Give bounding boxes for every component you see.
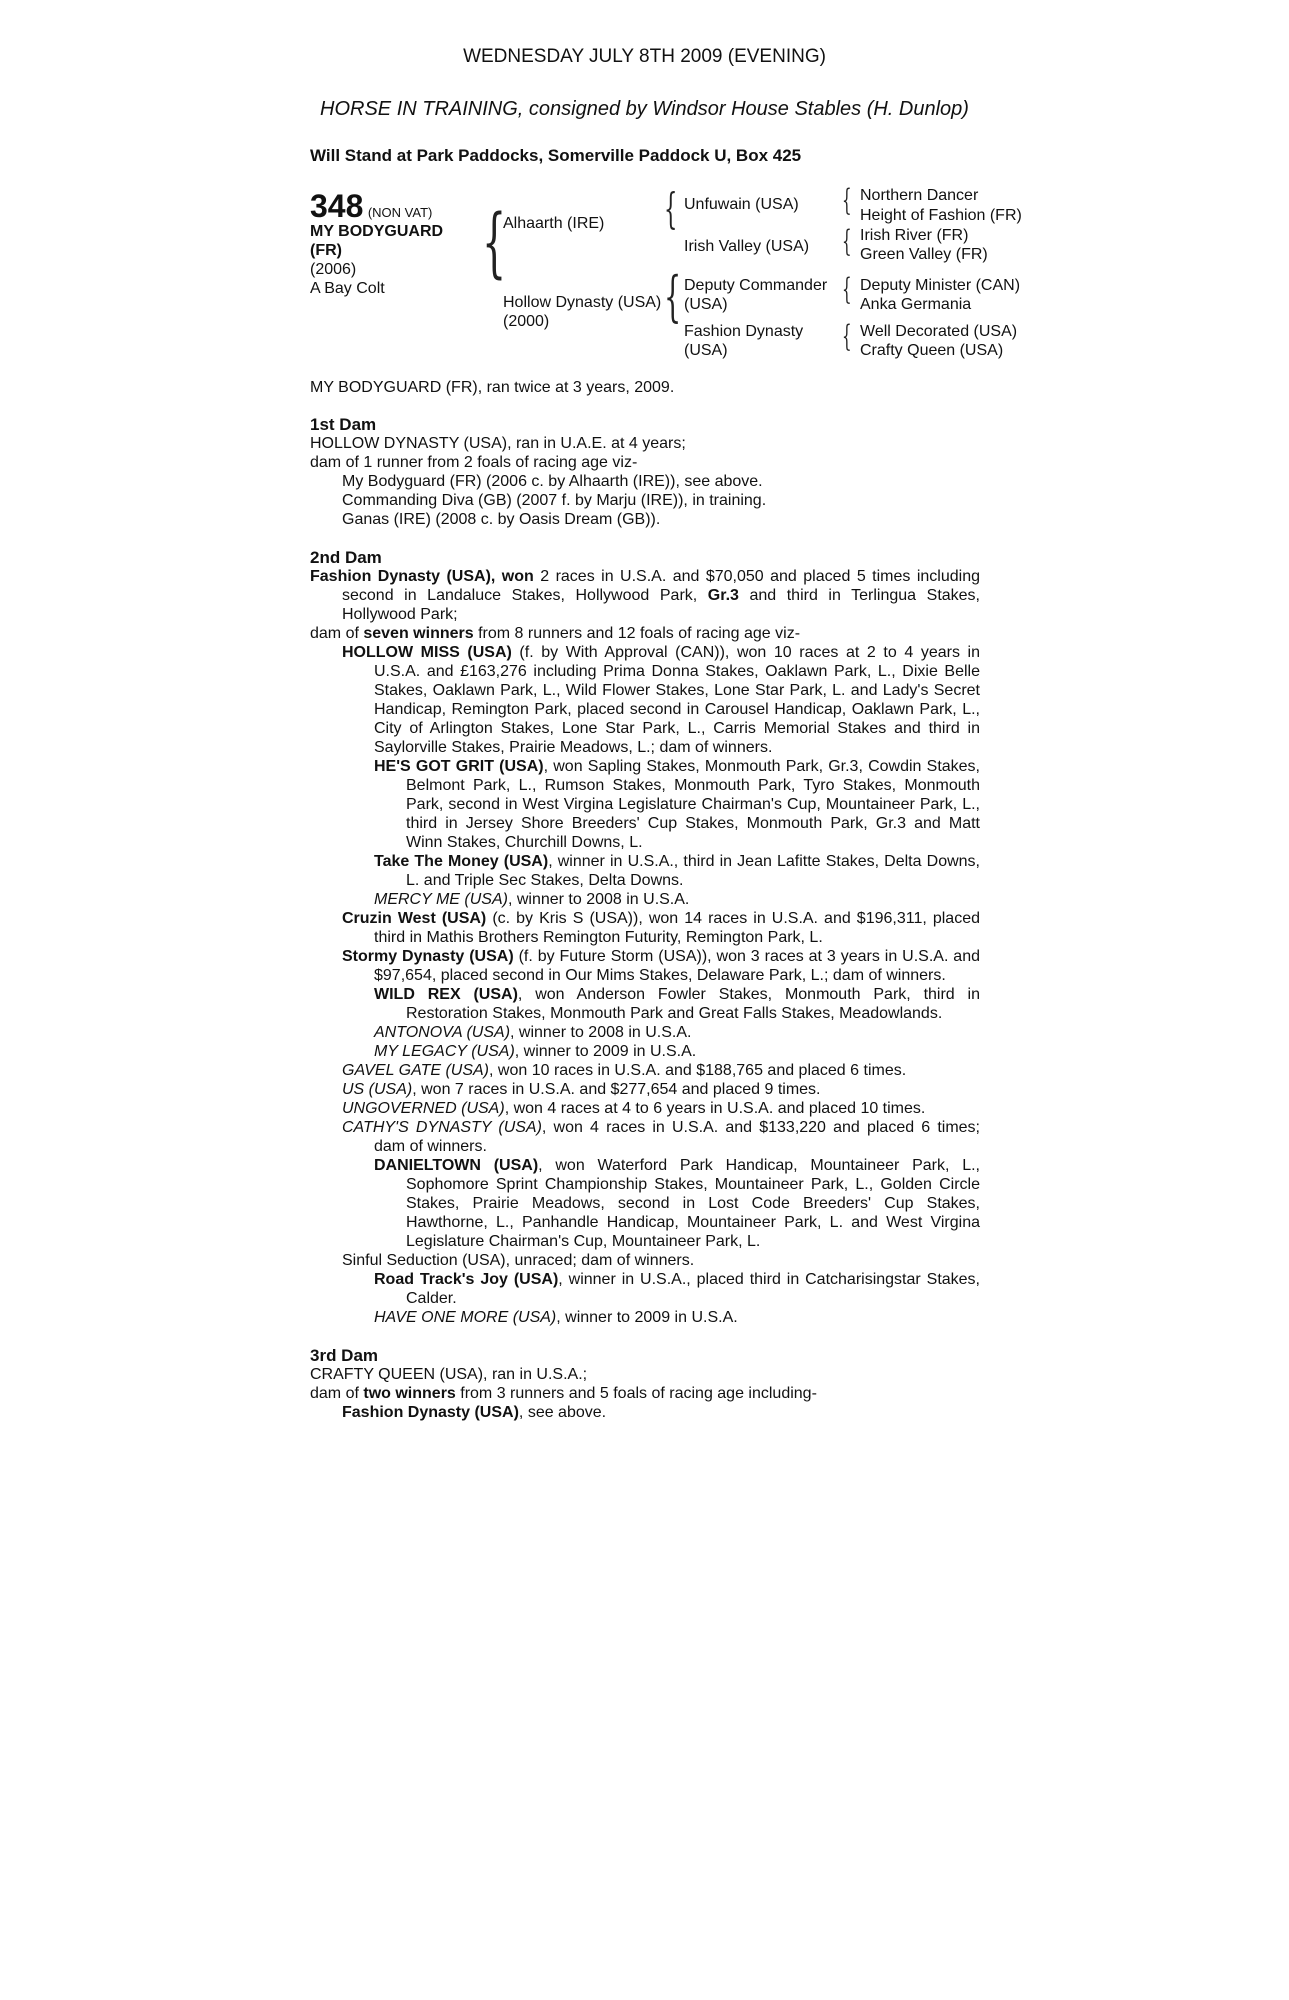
progeny-name: HE'S GOT GRIT (USA) bbox=[374, 758, 544, 775]
progeny-name: Stormy Dynasty (USA) bbox=[342, 948, 514, 965]
second-dam-intro bbox=[310, 567, 980, 624]
progeny-text: , won 7 races in U.S.A. and $277,654 and placed 9 times. bbox=[412, 1081, 821, 1098]
progeny-text: , winner to 2009 in U.S.A. bbox=[514, 1043, 697, 1060]
progeny-entry bbox=[310, 890, 980, 909]
horse-name: MY BODYGUARD bbox=[310, 223, 444, 240]
progeny-name: Cruzin West (USA) bbox=[342, 910, 487, 927]
intro-end: and third in Terlingua Stakes, Hollywood Park; bbox=[342, 587, 981, 623]
progeny-text: , won 4 races at 4 to 6 years in U.S.A. and placed 10 times. bbox=[504, 1100, 926, 1117]
progeny-text: , winner in U.S.A., third in Jean Lafitte Stakes, Delta Downs, L. and Triple Sec Stakes, Delta Downs. bbox=[406, 853, 980, 889]
progeny-entry bbox=[310, 1042, 980, 1061]
brace-g2: { bbox=[842, 224, 852, 259]
pedigree-sire-dam: Irish Valley (USA) bbox=[684, 238, 810, 255]
dam-of-rest: from 3 runners and 5 foals of racing age including- bbox=[455, 1385, 817, 1402]
intro-text: 2 races in U.S.A. and $70,050 and placed 5 times including second in Landaluce Stakes, Hollywood Park, bbox=[342, 568, 981, 604]
pedigree-sdd: Green Valley (FR) bbox=[860, 246, 988, 263]
progeny-entry bbox=[310, 1308, 980, 1327]
third-dam-heading: 3rd Dam bbox=[310, 1346, 379, 1365]
first-dam-line: dam of 1 runner from 2 foals of racing age viz- bbox=[310, 454, 638, 471]
progeny-text: , won Sapling Stakes, Monmouth Park, Gr.3, Cowdin Stakes, Belmont Park, L., Rumson Stakes, Monmouth Park, Tyro Stakes, Monmouth Park, second in West Virgina Legislature Chairman's Cup, Mountaineer Park, L., third in Jersey Shore Breeders' Cup Stakes, Monmouth Park, Gr.3 and Matt Winn Stakes, Churchill Downs, L. bbox=[406, 758, 981, 851]
progeny-name: HOLLOW MISS (USA) bbox=[342, 644, 512, 661]
brace-g4: { bbox=[842, 319, 852, 354]
pedigree-ddd: Crafty Queen (USA) bbox=[860, 342, 1004, 359]
foaling-year: (2006) bbox=[310, 261, 357, 278]
brace-g1: { bbox=[842, 183, 852, 218]
progeny-name: Fashion Dynasty (USA) bbox=[342, 1404, 519, 1421]
pedigree-dam-sire-2: (USA) bbox=[684, 296, 728, 313]
progeny-text: , won 4 races in U.S.A. and $133,220 and placed 6 times; dam of winners. bbox=[374, 1119, 980, 1155]
pedigree-ssd: Height of Fashion (FR) bbox=[860, 207, 1022, 224]
first-dam-line: HOLLOW DYNASTY (USA), ran in U.A.E. at 4 years; bbox=[310, 435, 686, 452]
pedigree-sss: Northern Dancer bbox=[860, 187, 979, 204]
third-dam-line: CRAFTY QUEEN (USA), ran in U.S.A.; bbox=[310, 1366, 588, 1383]
progeny-name: UNGOVERNED (USA) bbox=[342, 1100, 505, 1117]
pedigree-sds: Irish River (FR) bbox=[860, 227, 969, 244]
progeny-entry bbox=[310, 985, 980, 1023]
won-text: , won bbox=[490, 568, 534, 585]
pedigree-brace-main: { bbox=[482, 197, 507, 286]
progeny-entry bbox=[310, 852, 980, 890]
winners-count: two winners bbox=[363, 1385, 456, 1402]
progeny-name: DANIELTOWN (USA) bbox=[374, 1157, 539, 1174]
progeny-name: MERCY ME (USA) bbox=[374, 891, 508, 908]
progeny-name: Take The Money (USA) bbox=[374, 853, 549, 870]
progeny-entry bbox=[310, 1403, 980, 1422]
progeny-text: , see above. bbox=[518, 1404, 607, 1421]
dam-name: Fashion Dynasty (USA) bbox=[310, 568, 491, 585]
progeny-name: HAVE ONE MORE (USA) bbox=[374, 1309, 557, 1326]
pedigree-dam-dam-2: (USA) bbox=[684, 342, 728, 359]
progeny-entry bbox=[310, 1023, 980, 1042]
progeny-text: , winner to 2008 in U.S.A. bbox=[507, 891, 690, 908]
progeny-name: WILD REX (USA) bbox=[374, 986, 518, 1003]
pedigree-dam-name: Hollow Dynasty (USA) bbox=[503, 294, 662, 311]
progeny-text: , won 10 races in U.S.A. and $188,765 and placed 6 times. bbox=[489, 1062, 907, 1079]
pedigree-dam-sire-1: Deputy Commander bbox=[684, 277, 828, 294]
progeny-entry bbox=[310, 757, 980, 852]
pedigree-dam-year: (2000) bbox=[503, 313, 550, 330]
progeny-name: ANTONOVA (USA) bbox=[374, 1024, 511, 1041]
dam-of-text: dam of bbox=[310, 1385, 364, 1402]
progeny-entry bbox=[310, 1080, 980, 1099]
progeny-text: , winner to 2008 in U.S.A. bbox=[510, 1024, 692, 1041]
second-dam-of bbox=[310, 624, 980, 643]
progeny-name: GAVEL GATE (USA) bbox=[342, 1062, 490, 1079]
dam-of-text: dam of bbox=[310, 625, 364, 642]
pedigree-dss: Deputy Minister (CAN) bbox=[860, 277, 1021, 294]
first-dam-heading: 1st Dam bbox=[310, 415, 377, 434]
progeny-entry bbox=[310, 1061, 980, 1080]
progeny-name: Road Track's Joy (USA) bbox=[374, 1271, 559, 1288]
progeny-text: , won Waterford Park Handicap, Mountaineer Park, L., Sophomore Sprint Championship Stakes, Mountaineer Park, L., Golden Circle Stakes, Prairie Meadows, second in Lost Code Breeders' Cup Stakes, Hawthorne, L., Panhandle Handicap, Mountaineer Park, L. and West Virgina Legislature Chairman's Cup, Mountaineer Park, L. bbox=[406, 1157, 980, 1250]
horse-description: A Bay Colt bbox=[310, 280, 385, 297]
grade-text: Gr.3 bbox=[707, 587, 739, 604]
lot-block bbox=[310, 190, 490, 298]
progeny-entry bbox=[310, 1156, 980, 1251]
dam-of-rest: from 8 runners and 12 foals of racing age viz- bbox=[473, 625, 801, 642]
pedigree-brace-dam: { bbox=[664, 265, 682, 328]
consignment-line: HORSE IN TRAINING, consigned by Windsor House Stables (H. Dunlop) bbox=[320, 98, 969, 120]
stand-location: Will Stand at Park Paddocks, Somerville Paddock U, Box 425 bbox=[310, 146, 802, 165]
brace-g3: { bbox=[842, 272, 852, 307]
pedigree-dsd: Anka Germania bbox=[860, 296, 972, 313]
progeny-text: , winner in U.S.A., placed third in Catcharisingstar Stakes, Calder. bbox=[406, 1271, 981, 1307]
pedigree-sire: Alhaarth (IRE) bbox=[503, 215, 605, 232]
winners-count: seven winners bbox=[363, 625, 474, 642]
progeny-entry bbox=[310, 1118, 980, 1156]
vat-status: (NON VAT) bbox=[367, 205, 433, 220]
progeny-entry bbox=[310, 909, 980, 947]
horse-country: (FR) bbox=[310, 242, 342, 259]
progeny-item: Ganas (IRE) (2008 c. by Oasis Dream (GB)). bbox=[342, 511, 661, 528]
pedigree-dds: Well Decorated (USA) bbox=[860, 323, 1018, 340]
progeny-text: , winner to 2009 in U.S.A. bbox=[556, 1309, 738, 1326]
progeny-text: (c. by Kris S (USA)), won 14 races in U.S.A. and $196,311, placed third in Mathis Brothers Remington Futurity, Remington Park, L. bbox=[374, 910, 980, 946]
progeny-item: My Bodyguard (FR) (2006 c. by Alhaarth (IRE)), see above. bbox=[342, 473, 763, 490]
second-dam-heading: 2nd Dam bbox=[310, 548, 382, 567]
progeny-entry: Sinful Seduction (USA), unraced; dam of winners. bbox=[342, 1252, 695, 1269]
race-summary: MY BODYGUARD (FR), ran twice at 3 years, 2009. bbox=[310, 379, 675, 396]
progeny-entry bbox=[310, 947, 980, 985]
progeny-entry bbox=[310, 643, 980, 757]
progeny-text: , won Anderson Fowler Stakes, Monmouth Park, third in Restoration Stakes, Monmouth Park and Great Falls Stakes, Meadowlands. bbox=[406, 986, 980, 1022]
progeny-text: (f. by With Approval (CAN)), won 10 races at 2 to 4 years in U.S.A. and £163,276 including Prima Donna Stakes, Oaklawn Park, L., Dixie Belle Stakes, Oaklawn Park, L., Wild Flower Stakes, Lone Star Park, L. and Lady's Secret Handicap, Remington Park, placed second in Carousel Handicap, Oaklawn Park, L., City of Arlington Stakes, Lone Star Park, L., Carris Memorial Stakes and third in Saylorville Stakes, Prairie Meadows, L.; dam of winners. bbox=[374, 644, 980, 756]
progeny-entry bbox=[310, 1099, 980, 1118]
progeny-item: Commanding Diva (GB) (2007 f. by Marju (IRE)), in training. bbox=[342, 492, 767, 509]
progeny-entry bbox=[310, 1270, 980, 1308]
lot-number: 348 bbox=[310, 188, 364, 224]
progeny-text: (f. by Future Storm (USA)), won 3 races at 3 years in U.S.A. and $97,654, placed second in Our Mims Stakes, Delaware Park, L.; dam of winners. bbox=[374, 948, 981, 984]
progeny-name: CATHY'S DYNASTY (USA) bbox=[342, 1119, 542, 1136]
pedigree-sire-sire: Unfuwain (USA) bbox=[684, 196, 799, 213]
third-dam-of bbox=[310, 1384, 980, 1403]
catalogue-body bbox=[310, 378, 980, 1422]
sale-date: WEDNESDAY JULY 8TH 2009 (EVENING) bbox=[463, 46, 826, 67]
pedigree-brace-sire: { bbox=[664, 184, 678, 233]
pedigree-dam-dam-1: Fashion Dynasty bbox=[684, 323, 804, 340]
progeny-name: MY LEGACY (USA) bbox=[374, 1043, 515, 1060]
progeny-name: US (USA) bbox=[342, 1081, 413, 1098]
